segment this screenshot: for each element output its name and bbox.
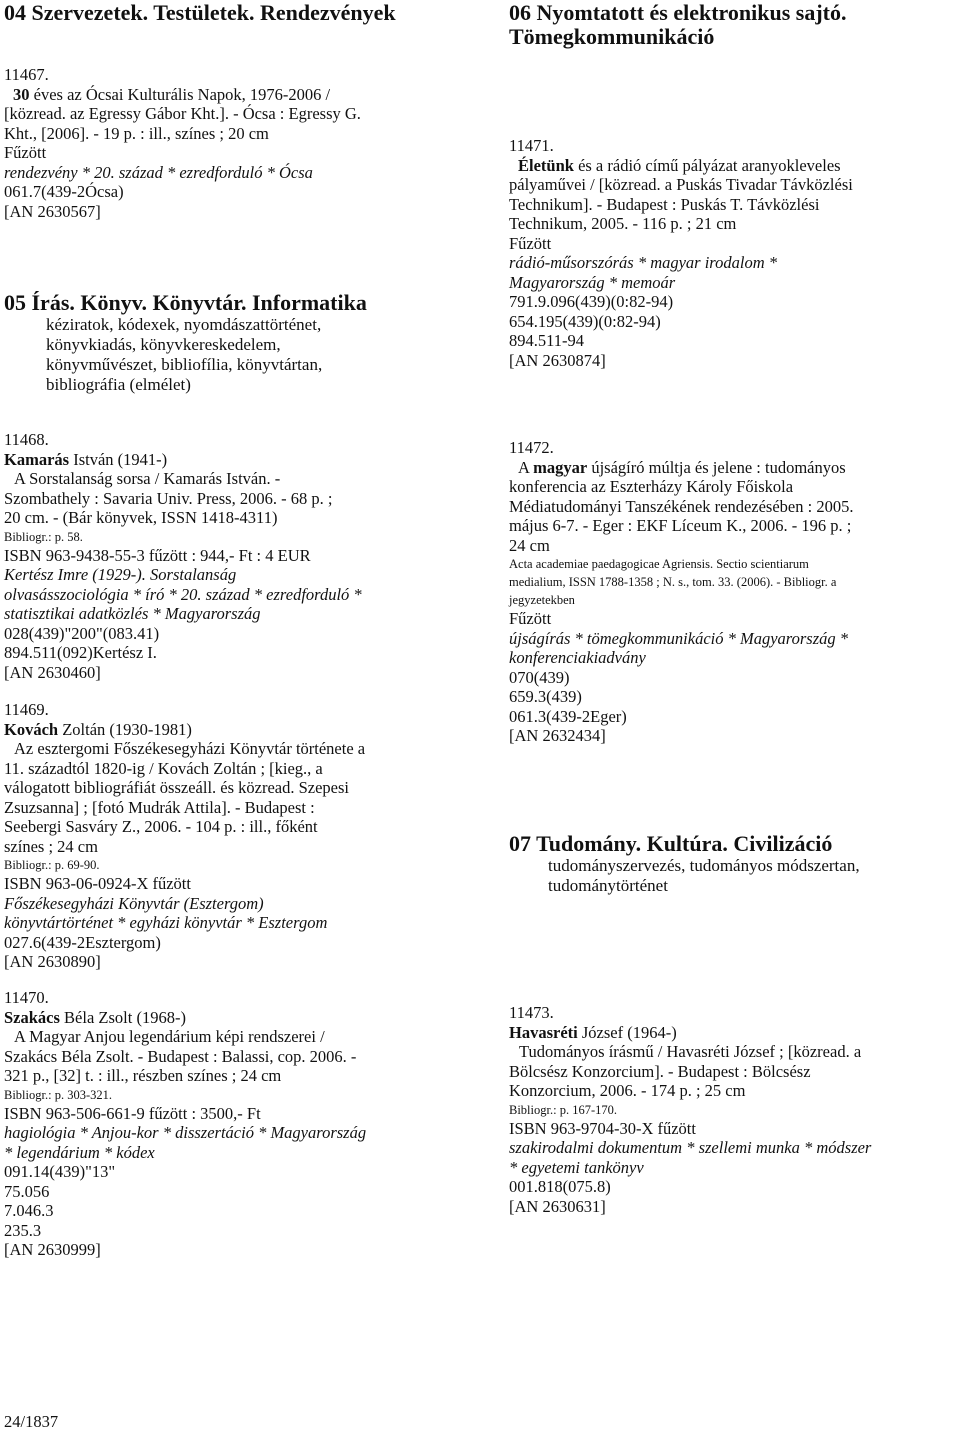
entry-11467 [4, 65, 361, 221]
udc-code: 75.056 [4, 1181, 50, 1201]
section-desc-line: könyvkiadás, könyvkereskedelem, [46, 335, 281, 354]
entry-line: Technikum]. - Budapest : Puskás T. Távközlési [509, 194, 820, 214]
entry-author [509, 1023, 871, 1043]
author-surname: Havasréti [509, 1022, 578, 1042]
entry-title-rest: újságíró múltja és jelene : tudományos [587, 457, 846, 477]
udc-code: 061.3(439-2Eger) [509, 706, 627, 726]
entry-line: A Sorstalanság sorsa / Kamarás István. - [14, 469, 281, 488]
entry-11470 [4, 988, 366, 1260]
subject-headings: * legendárium * kódex [4, 1142, 155, 1162]
section-desc-line: tudománytörténet [548, 876, 668, 895]
entry-line: Technikum, 2005. - 116 p. ; 21 cm [509, 214, 737, 233]
entry-title-bold: 30 [13, 84, 30, 104]
entry-number: 11472. [509, 438, 554, 457]
an-number: [AN 2630999] [4, 1240, 101, 1259]
udc-code: 894.511(092)Kertész I. [4, 643, 157, 662]
udc-code: 070(439) [509, 667, 570, 687]
section-07 [509, 832, 860, 896]
author-rest: Béla Zsolt (1968-) [59, 1007, 186, 1027]
an-number: [AN 2632434] [509, 726, 606, 745]
entry-line: Bölcsész Konzorcium]. - Budapest : Bölcsész [509, 1061, 811, 1081]
entry-title-bold: magyar [533, 457, 588, 477]
subject-headings: újságírás * tömegkommunikáció * Magyarország * [509, 628, 848, 648]
subject-headings: szakirodalmi dokumentum * szellemi munka * módszer [509, 1138, 872, 1157]
entry-11468 [4, 430, 362, 682]
entry-line: Az esztergomi Főszékesegyházi Könyvtár története a [14, 739, 366, 758]
entry-line: május 6-7. - Eger : EKF Líceum K., 2006. - 196 p. ; [509, 516, 852, 535]
section-heading-06: 06 Nyomtatott és elektronikus sajtó. [509, 0, 847, 25]
udc-code: 028(439)"200"(083.41) [4, 623, 160, 643]
entry-line: Zsuzsanna] ; [fotó Mudrák Attila]. - Budapest : [4, 797, 315, 817]
isbn: ISBN 963-9438-55-3 fűzött : 944,- Ft : 4 EUR [4, 545, 311, 565]
bibliography-note: Bibliogr.: p. 167-170. [509, 1102, 617, 1117]
entry-author [4, 720, 365, 740]
series-note: medialium, ISSN 1788-1358 ; N. s., tom. 33. (2006). - Bibliogr. a [509, 575, 837, 589]
subject-headings: rendezvény * 20. század * ezredforduló * Ócsa [4, 162, 313, 182]
author-surname: Kamarás [4, 449, 70, 469]
entry-title-rest: éves az Ócsai Kulturális Napok, 1976-2006 / [29, 84, 331, 104]
entry-line: színes ; 24 cm [4, 836, 98, 856]
section-heading-04: 04 Szervezetek. Testületek. Rendezvények [4, 0, 396, 25]
subject-headings: olvasásszociológia * író * 20. század * ezredforduló * [4, 584, 362, 604]
binding: Fűzött [509, 609, 552, 628]
entry-11471 [509, 136, 853, 370]
author-surname: Kovách [4, 719, 59, 739]
section-06 [509, 1, 847, 49]
subject-headings: Magyarország * memoár [509, 272, 676, 292]
udc-code: 659.3(439) [509, 687, 582, 706]
bibliography-note: Bibliogr.: p. 58. [4, 529, 83, 544]
series-note: Acta academiae paedagogicae Agriensis. Sectio scientiarum [509, 557, 809, 571]
entry-title-rest: és a rádió című pályázat aranyokleveles [573, 155, 841, 175]
an-number: [AN 2630874] [509, 350, 606, 370]
udc-code: 235.3 [4, 1220, 42, 1240]
entry-11473 [509, 1003, 871, 1216]
an-number: [AN 2630890] [4, 952, 101, 971]
entry-line: [közread. az Egressy Gábor Kht.]. - Ócsa : Egressy G. [4, 104, 361, 123]
section-heading-05: 05 Írás. Könyv. Könyvtár. Informatika [4, 290, 367, 315]
entry-line: 24 cm [509, 535, 550, 555]
bibliography-note: Bibliogr.: p. 303-321. [4, 1087, 112, 1102]
author-rest: István (1941-) [69, 449, 168, 469]
isbn: ISBN 963-506-661-9 fűzött : 3500,- Ft [4, 1103, 261, 1123]
entry-number: 11468. [4, 430, 49, 449]
entry-line: Kht., [2006]. - 19 p. : ill., színes ; 20 cm [4, 123, 269, 143]
subject-headings: rádió-műsorszórás * magyar irodalom * [509, 253, 777, 272]
entry-line: Szombathely : Savaria Univ. Press, 2006. - 68 p. ; [4, 488, 333, 508]
entry-line: 20 cm. - (Bár könyvek, ISSN 1418-4311) [4, 508, 278, 527]
entry-title-lead: A [518, 457, 534, 477]
entry-line: Seebergi Sasváry Z., 2006. - 104 p. : ill., főként [4, 817, 318, 836]
bibliography-note: Bibliogr.: p. 69-90. [4, 858, 100, 872]
subject-headings: könyvtártörténet * egyházi könyvtár * Esztergom [4, 913, 328, 932]
entry-author [4, 1008, 366, 1028]
author-rest: Zoltán (1930-1981) [58, 719, 192, 739]
entry-title-line [4, 85, 361, 105]
entry-title-line [509, 156, 853, 176]
subject-headings: hagiológia * Anjou-kor * disszertáció * Magyarország [4, 1123, 367, 1142]
section-heading-06-line2: Tömegkommunikáció [509, 24, 715, 49]
entry-title-bold: Életünk [518, 155, 574, 175]
entry-number: 11469. [4, 700, 49, 719]
entry-title-line [509, 458, 853, 478]
entry-line: konferencia az Eszterházy Károly Főiskola [509, 477, 794, 496]
entry-line: 321 p., [32] t. : ill., részben színes ; 24 cm [4, 1066, 282, 1085]
isbn: ISBN 963-06-0924-X fűzött [4, 874, 191, 893]
entry-line: Konzorcium, 2006. - 174 p. ; 25 cm [509, 1081, 746, 1100]
entry-author [4, 450, 362, 470]
subject-headings: Kertész Imre (1929-). Sorstalanság [4, 565, 237, 584]
entry-line: Szakács Béla Zsolt. - Budapest : Balassi, cop. 2006. - [4, 1046, 357, 1066]
section-heading-07: 07 Tudomány. Kultúra. Civilizáció [509, 831, 833, 856]
an-number: [AN 2630567] [4, 201, 101, 221]
subject-headings: * egyetemi tankönyv [509, 1157, 644, 1177]
an-number: [AN 2630460] [4, 662, 101, 682]
section-desc-line: kéziratok, kódexek, nyomdászattörténet, [46, 315, 322, 334]
udc-code: 791.9.096(439)(0:82-94) [509, 292, 674, 311]
subject-headings: statisztikai adatközlés * Magyarország [4, 604, 261, 623]
entry-11472 [509, 438, 853, 746]
entry-line: válogatott bibliográfiát összeáll. és közread. Szepesi [4, 778, 350, 797]
binding: Fűzött [509, 233, 552, 253]
author-rest: József (1964-) [577, 1022, 677, 1042]
subject-headings: Főszékesegyházi Könyvtár (Esztergom) [4, 893, 264, 913]
udc-code: 654.195(439)(0:82-94) [509, 311, 661, 331]
udc-code: 001.818(075.8) [509, 1177, 611, 1196]
author-surname: Szakács [4, 1007, 60, 1027]
entry-line: Tudományos írásmű / Havasréti József ; [közread. a [519, 1042, 862, 1061]
an-number: [AN 2630631] [509, 1196, 606, 1216]
binding: Fűzött [4, 143, 47, 162]
udc-code: 7.046.3 [4, 1201, 54, 1220]
entry-11469 [4, 700, 365, 972]
series-note: jegyzetekben [509, 593, 575, 607]
udc-code: 027.6(439-2Esztergom) [4, 932, 161, 952]
entry-number: 11473. [509, 1003, 554, 1022]
section-desc-line: tudományszervezés, tudományos módszertan, [548, 856, 860, 875]
entry-line: 11. századtól 1820-ig / Kovách Zoltán ; [kieg., a [4, 758, 323, 778]
entry-line: A Magyar Anjou legendárium képi rendszerei / [14, 1027, 325, 1046]
section-desc-line: könyvművészet, bibliofília, könyvtártan, [46, 355, 323, 374]
entry-number: 11471. [509, 136, 554, 155]
page-number: 24/1837 [4, 1412, 59, 1431]
udc-code: 091.14(439)"13" [4, 1162, 116, 1181]
entry-line: Médiatudományi Tanszékének rendezésében : 2005. [509, 496, 854, 516]
udc-code: 061.7(439-2Ócsa) [4, 182, 124, 201]
isbn: ISBN 963-9704-30-X fűzött [509, 1118, 696, 1138]
entry-number: 11467. [4, 65, 49, 84]
entry-number: 11470. [4, 988, 49, 1007]
section-05 [4, 291, 367, 395]
subject-headings: konferenciakiadvány [509, 648, 646, 667]
entry-line: pályaművei / [közread. a Puskás Tivadar Távközlési [509, 175, 853, 194]
section-desc-line: bibliográfia (elmélet) [46, 375, 191, 394]
udc-code: 894.511-94 [509, 331, 585, 350]
